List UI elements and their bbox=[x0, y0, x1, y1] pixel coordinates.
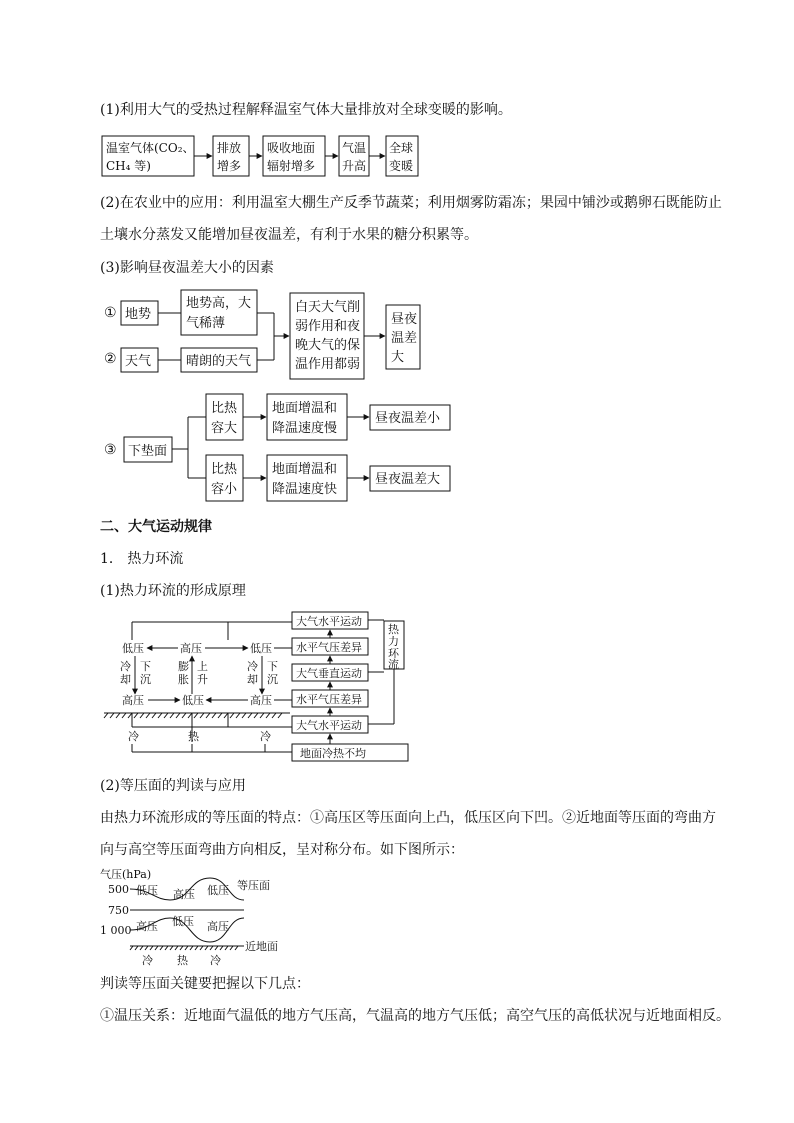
box-text: 昼夜温差大 bbox=[375, 472, 441, 487]
label: 环 bbox=[388, 647, 399, 660]
label: 热 bbox=[388, 623, 399, 636]
factor-title: (3)影响昼夜温差大小的因素 bbox=[100, 260, 274, 276]
label: 高压 bbox=[173, 888, 195, 901]
isobar-text-1: 由热力环流形成的等压面的特点：①高压区等压面向上凸，低压区向下凹。②近地面等压面的弯曲方 bbox=[100, 810, 716, 826]
intro-text-1: (1)利用大气的受热过程解释温室气体大量排放对全球变暖的影响。 bbox=[100, 102, 512, 118]
box-text: 比热 bbox=[211, 462, 238, 477]
label: 流 bbox=[388, 658, 399, 671]
isobar-title: (2)等压面的判读与应用 bbox=[100, 778, 246, 794]
label: 冷 bbox=[210, 954, 221, 967]
box-text: 降温速度快 bbox=[272, 482, 338, 497]
flow-text: 变暖 bbox=[389, 159, 414, 173]
sub-title-2: (1)热力环流的形成原理 bbox=[100, 583, 246, 599]
agri-text-2: 土壤水分蒸发又能增加昼夜温差，有利于水果的糖分积累等。 bbox=[100, 227, 478, 243]
flow-text: 全球 bbox=[389, 141, 414, 155]
label: 力 bbox=[388, 635, 399, 648]
ground-hatch bbox=[104, 713, 282, 718]
box-text: 大 bbox=[391, 350, 405, 365]
isobar-text-2: 向与高空等压面弯曲方向相反，呈对称分布。如下图所示： bbox=[100, 842, 464, 858]
judge-point-1: ①温压关系：近地面气温低的地方气压高，气温高的地方气压低；高空气压的高低状况与近地面相反。 bbox=[100, 1008, 730, 1024]
flow-text: 气温 bbox=[342, 141, 367, 155]
label: 低压 bbox=[250, 642, 272, 655]
label: 下 bbox=[140, 660, 151, 673]
box-text: 地面增温和 bbox=[272, 401, 338, 416]
label: 低压 bbox=[122, 642, 144, 655]
label: 大气水平运动 bbox=[296, 719, 362, 732]
thermal-circulation-diagram bbox=[104, 612, 408, 761]
box-text: 气稀薄 bbox=[186, 316, 226, 331]
label: 高压 bbox=[136, 920, 158, 933]
box-text: 地势 bbox=[125, 307, 152, 322]
box-text: 昼夜 bbox=[391, 312, 418, 327]
flow-text: 辐射增多 bbox=[267, 159, 316, 173]
label: 高压 bbox=[122, 694, 144, 707]
judge-intro: 判读等压面关键要把握以下几点： bbox=[100, 976, 310, 992]
box-text: 比热 bbox=[211, 401, 238, 416]
label: 却 bbox=[120, 673, 131, 686]
circle-num: ① bbox=[104, 305, 117, 321]
box-text: 容大 bbox=[211, 421, 238, 436]
label: 高压 bbox=[250, 694, 272, 707]
label: 等压面 bbox=[237, 879, 270, 892]
label: 冷 bbox=[128, 730, 139, 743]
flow-text: 升高 bbox=[342, 159, 367, 173]
box-text: 天气 bbox=[125, 354, 152, 369]
label: 冷 bbox=[260, 730, 271, 743]
label: 冷 bbox=[120, 660, 131, 673]
label: 水平气压差异 bbox=[296, 693, 362, 706]
box-text: 下垫面 bbox=[128, 444, 168, 459]
box-text: 地面增温和 bbox=[272, 462, 338, 477]
label: 沉 bbox=[140, 673, 151, 686]
box-text: 降温速度慢 bbox=[272, 421, 338, 436]
label: 升 bbox=[197, 673, 208, 686]
flow-text: 吸收地面 bbox=[267, 141, 316, 155]
flow-text: 温室气体(CO₂、 bbox=[106, 141, 195, 155]
label: 膨 bbox=[178, 660, 189, 673]
y-axis-label: 气压(hPa) bbox=[100, 868, 152, 881]
label: 热 bbox=[177, 954, 188, 967]
label: 低压 bbox=[136, 884, 158, 897]
label: 近地面 bbox=[245, 940, 278, 953]
label: 水平气压差异 bbox=[296, 641, 362, 654]
box-text: 晴朗的天气 bbox=[186, 354, 252, 369]
label: 沉 bbox=[267, 673, 278, 686]
label: 热 bbox=[188, 730, 199, 743]
label: 高压 bbox=[207, 920, 229, 933]
flow-text: 排放 bbox=[217, 141, 242, 155]
box-text: 温作用都弱 bbox=[295, 357, 361, 372]
sub-title-1: 1． 热力环流 bbox=[100, 551, 184, 567]
box-text: 温差 bbox=[391, 331, 418, 346]
y-label: 1 000 bbox=[100, 924, 132, 937]
label: 低压 bbox=[182, 694, 204, 707]
box-text: 白天大气削 bbox=[295, 300, 361, 315]
label: 地面冷热不均 bbox=[300, 747, 366, 760]
label: 低压 bbox=[207, 884, 229, 897]
label: 大气垂直运动 bbox=[296, 667, 362, 680]
circle-num: ③ bbox=[104, 442, 117, 458]
box-text: 昼夜温差小 bbox=[375, 411, 441, 426]
box-text: 弱作用和夜 bbox=[295, 319, 361, 334]
y-label: 750 bbox=[108, 904, 129, 917]
ground-hatch bbox=[130, 946, 238, 950]
isobar-diagram bbox=[100, 867, 278, 967]
label: 大气水平运动 bbox=[296, 615, 362, 628]
label: 上 bbox=[197, 660, 208, 673]
flow-text: CH₄ 等) bbox=[106, 159, 151, 173]
section-2-title: 二、大气运动规律 bbox=[100, 519, 212, 535]
circle-num: ② bbox=[104, 351, 117, 367]
box-text: 容小 bbox=[211, 482, 238, 497]
label: 高压 bbox=[180, 642, 202, 655]
label: 低压 bbox=[172, 915, 194, 928]
label: 冷 bbox=[247, 660, 258, 673]
box-text: 地势高，大 bbox=[186, 296, 252, 311]
label: 冷 bbox=[142, 954, 153, 967]
box-text: 晚大气的保 bbox=[295, 338, 361, 353]
label: 胀 bbox=[178, 673, 189, 686]
agri-text-1: (2)在农业中的应用：利用温室大棚生产反季节蔬菜；利用烟雾防霜冻；果园中铺沙或鹅卵石既能防止 bbox=[100, 195, 722, 211]
flow-text: 增多 bbox=[217, 159, 242, 173]
y-label: 500 bbox=[108, 883, 129, 896]
label: 却 bbox=[247, 673, 258, 686]
label: 下 bbox=[267, 660, 278, 673]
